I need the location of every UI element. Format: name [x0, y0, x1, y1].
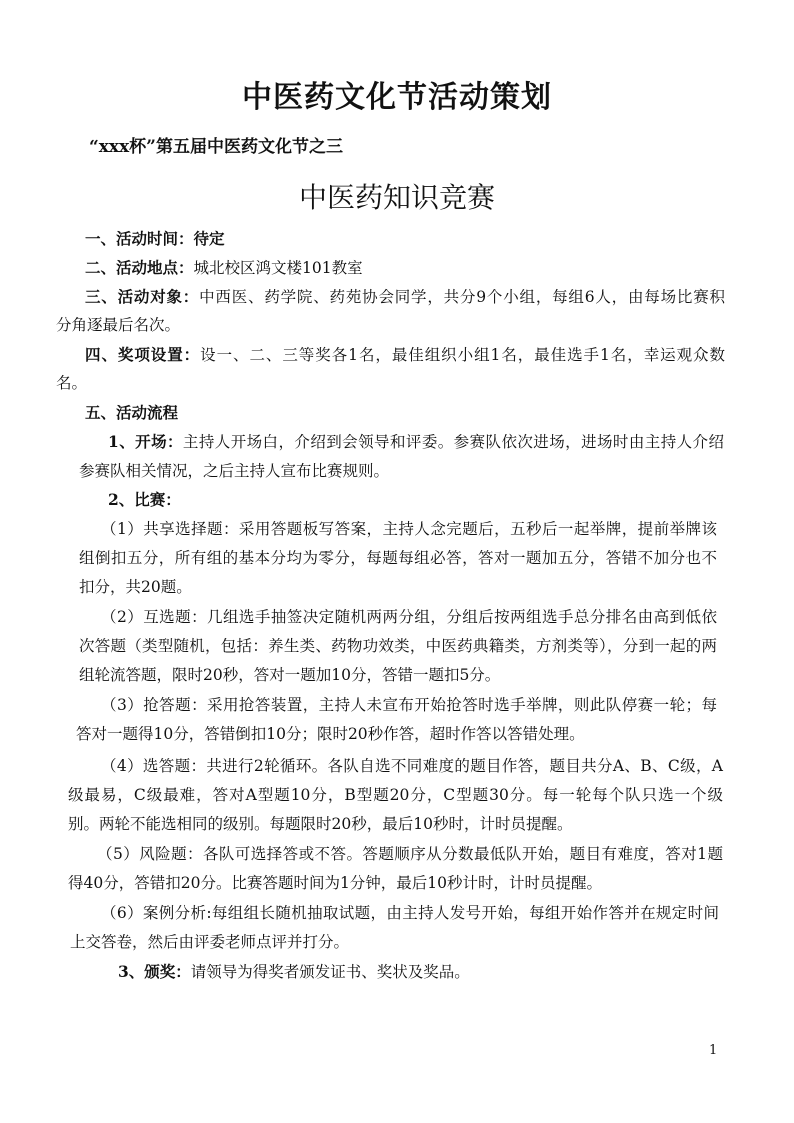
- awards-line2: 名。: [56, 374, 88, 392]
- section-heading: 中医药知识竞赛: [298, 181, 495, 214]
- activity-place-label: 二、活动地点：: [85, 258, 194, 277]
- activity-time: 一、活动时间：待定: [85, 229, 225, 248]
- round3-line2: 答对一题得10分，答错倒扣10分；限时20秒作答，超时作答以答错处理。: [76, 725, 585, 743]
- round2-line1: （2）互选题：几组选手抽签决定随机两两分组，分组后按两组选手总分排名由高到低依: [101, 608, 717, 626]
- process-heading: 五、活动流程: [85, 403, 179, 422]
- round1-line2: 组倒扣五分，所有组的基本分均为零分，每题每组必答，答对一题加五分，答错不加分也不: [79, 549, 717, 567]
- award-ceremony-text: 请领导为得奖者颁发证书、奖状及奖品。: [190, 963, 470, 981]
- round5-line1: （5）风险题：各队可选择答或不答。答题顺序从分数最低队开始，题目有难度，答对1题: [97, 845, 723, 863]
- competition-heading: 2、比赛：: [108, 490, 181, 509]
- page-title: 中医药文化节活动策划: [242, 80, 552, 115]
- subtitle: “xxx杯”第五届中医药文化节之三: [89, 137, 343, 157]
- opening-text: 主持人开场白，介绍到会领导和评委。参赛队依次进场，进场时由主持人介绍: [182, 433, 724, 451]
- opening-line2: 参赛队相关情况，之后主持人宣布比赛规则。: [79, 462, 390, 480]
- activity-target-line1: [85, 287, 725, 307]
- round2-line3: 组轮流答题，限时20秒，答对一题加10分，答错一题扣5分。: [79, 666, 501, 684]
- activity-target-label: 三、活动对象：: [85, 287, 200, 306]
- activity-target-line2: 分角逐最后名次。: [56, 316, 181, 334]
- opening-line1: [108, 432, 724, 452]
- round6-line1: （6）案例分析:每组组长随机抽取试题，由主持人发号开始，每组开始作答并在规定时间: [101, 904, 719, 922]
- opening-label: 1、开场：: [108, 432, 183, 451]
- round1-line3: 扣分，共20题。: [79, 578, 192, 596]
- activity-place-text: 城北校区鸿文楼101教室: [193, 259, 363, 277]
- awards-label: 四、奖项设置：: [85, 345, 201, 364]
- round5-line2: 得40分，答错扣20分。比赛答题时间为1分钟，最后10秒计时，计时员提醒。: [68, 874, 603, 892]
- activity-place: [85, 258, 363, 278]
- awards-text: 设一、二、三等奖各1名，最佳组织小组1名，最佳选手1名，幸运观众数: [200, 346, 725, 364]
- round6-line2: 上交答卷，然后由评委老师点评并打分。: [70, 933, 350, 951]
- round4-line2: 级最易，C级最难，答对A型题10分，B型题20分，C型题30分。每一轮每个队只选一个级: [68, 786, 723, 804]
- round3-line1: （3）抢答题：采用抢答装置，主持人未宣布开始抢答时选手举牌，则此队停赛一轮；每: [101, 696, 717, 714]
- round4-line3: 别。两轮不能选相同的级别。每题限时20秒，最后10秒时，计时员提醒。: [68, 815, 573, 833]
- awards-line1: [85, 345, 725, 365]
- activity-target-text: 中西医、药学院、药苑协会同学，共分9个小组，每组6人，由每场比赛积: [199, 288, 725, 306]
- award-ceremony-label: 3、颁奖：: [118, 962, 191, 981]
- round1-line1: （1）共享选择题：采用答题板写答案，主持人念完题后，五秒后一起举牌，提前举牌该: [101, 520, 717, 538]
- round4-line1: （4）选答题：共进行2轮循环。各队自选不同难度的题目作答，题目共分A、B、C级，A: [101, 757, 723, 775]
- page-number: 1: [709, 1043, 718, 1058]
- round2-line2: 次答题（类型随机，包括：养生类、药物功效类，中医药典籍类，方剂类等），分到一起的两: [79, 637, 717, 655]
- award-ceremony: [118, 962, 470, 982]
